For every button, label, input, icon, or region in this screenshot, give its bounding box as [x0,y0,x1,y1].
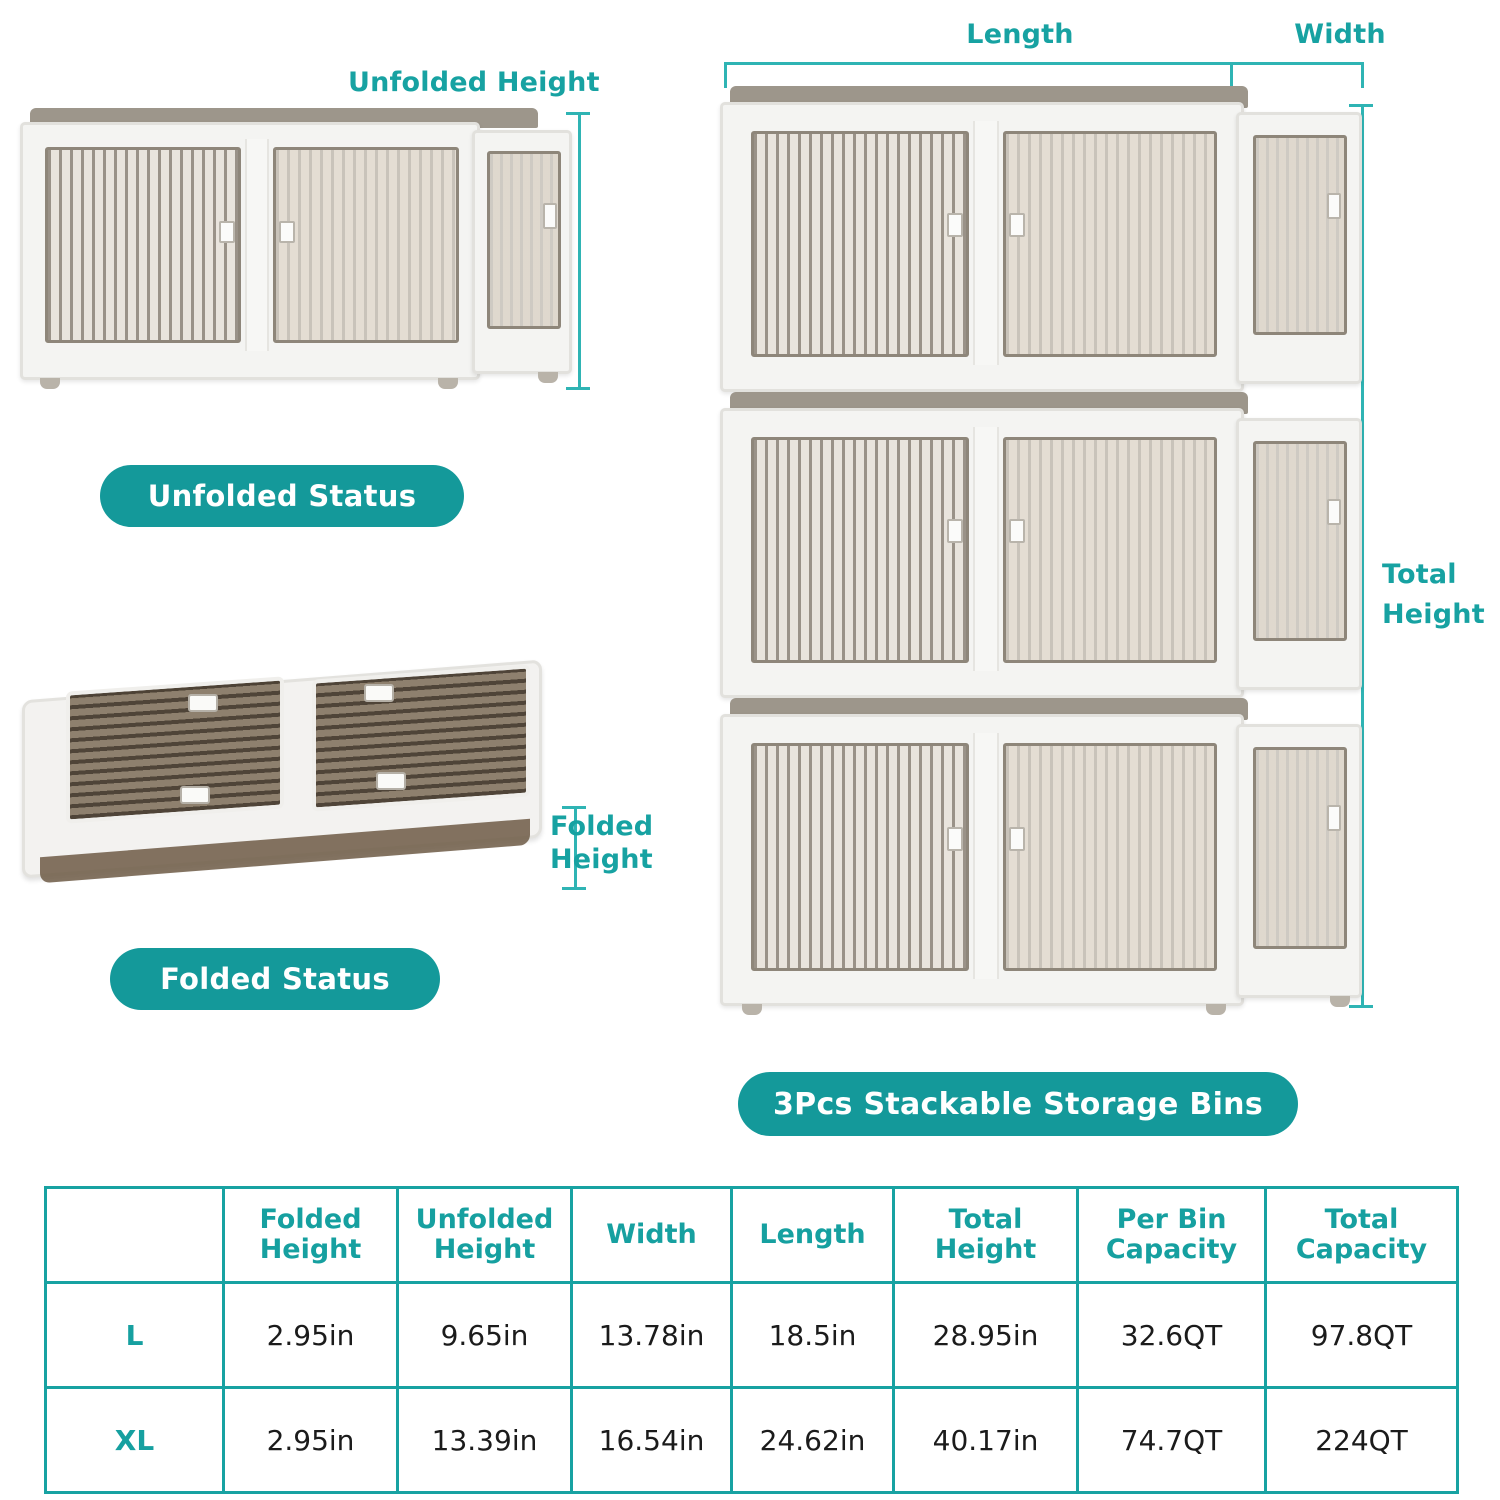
stacked-bin-top-mullion [973,121,999,365]
stacked-bin-middle [712,392,1372,712]
stacked-bin-middle-side-panel [1253,441,1347,641]
bin-side-panel [487,151,561,329]
header-line-2: Capacity [1105,1234,1238,1265]
stacked-bin-middle-latch-left [947,519,963,543]
stacked-bin-top-latch-left [947,213,963,237]
bin-latch-left [219,221,235,243]
stacked-bin-middle-latch-right [1009,519,1025,543]
stacked-bin-middle-front [720,408,1244,698]
header-line-1: Length [759,1219,866,1251]
folded-clip-left-bottom [180,786,210,804]
stacked-bin-top-front [720,102,1244,392]
table-header-width [572,1188,732,1283]
cell-total-height: 40.17in [894,1388,1078,1493]
length-label: Length [966,19,1074,50]
stacked-bin-bottom-side-panel [1253,747,1347,949]
table-header-unfolded-height [398,1188,572,1283]
cell-per-bin-capacity: 32.6QT [1078,1283,1266,1388]
header-line-2: Capacity [1295,1234,1428,1265]
table-header-total-height [894,1188,1078,1283]
folded-bin-illustration [16,660,556,900]
folded-height-label-line2: Height [550,844,653,875]
cell-unfolded-height: 13.39in [398,1388,572,1493]
folded-height-tick-top [562,806,586,809]
folded-panel-right [312,664,530,811]
header-line-2: Height [433,1234,536,1265]
bin-body-front [20,122,480,380]
width-tick-right [1361,62,1364,88]
bin-latch-right [279,221,295,243]
cell-length: 24.62in [732,1388,894,1493]
stacked-bin-top-door-left [751,131,969,357]
folded-clip-right-top [364,684,394,702]
cell-width: 16.54in [572,1388,732,1493]
stacked-bin-bottom-latch-right [1009,827,1025,851]
cell-length: 18.5in [732,1283,894,1388]
table-header-folded-height [224,1188,398,1283]
stacked-bin-middle-door-right [1003,437,1217,663]
stacked-bin-middle-side [1236,418,1362,690]
table-header-total-capacity [1266,1188,1458,1283]
table-row [46,1388,1458,1493]
folded-height-tick-bottom [562,887,586,890]
bin-center-mullion [245,139,269,351]
table-header-per-bin-capacity [1078,1188,1266,1283]
stacked-bin-top [712,86,1372,406]
stacked-bin-foot-right [1330,996,1350,1007]
header-line-1: Total [948,1204,1023,1236]
stacked-bin-bottom-door-left [751,743,969,971]
row-size-l: L [46,1283,224,1388]
header-line-2: Height [259,1234,362,1265]
cell-width: 13.78in [572,1283,732,1388]
stacked-bin-top-side-panel [1253,135,1347,335]
table-row [46,1283,1458,1388]
stacked-bin-top-side [1236,112,1362,384]
header-line-1: Folded [259,1204,362,1236]
bin-door-right [273,147,459,343]
unfolded-height-label: Unfolded Height [348,67,600,98]
stacked-bin-bottom [712,698,1372,1028]
cell-unfolded-height: 9.65in [398,1283,572,1388]
width-label: Width [1294,19,1386,50]
folded-clip-right-bottom [376,772,406,790]
bin-foot-right [538,372,558,383]
stacked-bin-middle-door-left [751,437,969,663]
total-height-label-line1: Total [1382,559,1457,590]
unfolded-status-pill: Unfolded Status [100,465,464,527]
stackable-bins-pill: 3Pcs Stackable Storage Bins [738,1072,1298,1136]
bin-foot-mid [438,378,458,389]
cell-total-height: 28.95in [894,1283,1078,1388]
cell-per-bin-capacity: 74.7QT [1078,1388,1266,1493]
bin-body-side [472,130,572,374]
cell-total-capacity: 224QT [1266,1388,1458,1493]
bin-side-latch [543,203,557,229]
stacked-bin-bottom-front [720,714,1244,1006]
spec-table [44,1186,1459,1494]
header-line-1: Per Bin [1116,1204,1227,1236]
stacked-bin-middle-side-latch [1327,499,1341,525]
cell-total-capacity: 97.8QT [1266,1283,1458,1388]
header-line-1: Total [1324,1204,1399,1236]
length-tick-right [1230,62,1233,88]
stacked-bin-foot-left [742,1004,762,1015]
stacked-bin-top-side-latch [1327,193,1341,219]
stacked-bin-foot-mid [1206,1004,1226,1015]
stacked-bin-bottom-door-right [1003,743,1217,971]
header-line-1: Unfolded [415,1204,554,1236]
folded-height-label-line1: Folded [550,811,654,842]
length-tick-left [724,62,727,88]
folded-panel-left [66,676,284,823]
stacked-bin-top-latch-right [1009,213,1025,237]
cell-folded-height: 2.95in [224,1283,398,1388]
stacked-bin-middle-mullion [973,427,999,671]
row-size-xl: XL [46,1388,224,1493]
bin-door-left [45,147,241,343]
unfolded-bin-illustration [14,108,574,394]
total-height-label-line2: Height [1382,599,1485,630]
table-header-length [732,1188,894,1283]
unfolded-height-measure-line [578,112,581,390]
stacked-bin-bottom-mullion [973,733,999,979]
width-measure-line [1232,62,1364,65]
folded-status-pill: Folded Status [110,948,440,1010]
stacked-bin-top-door-right [1003,131,1217,357]
stacked-bin-bottom-latch-left [947,827,963,851]
cell-folded-height: 2.95in [224,1388,398,1493]
stacked-bin-bottom-side-latch [1327,805,1341,831]
length-measure-line [724,62,1232,65]
header-line-2: Height [934,1234,1037,1265]
bin-foot-left [40,378,60,389]
stacked-bin-bottom-side [1236,724,1362,998]
folded-clip-left-top [188,694,218,712]
table-header-size [46,1188,224,1283]
table-header-row [46,1188,1458,1283]
header-line-1: Width [606,1219,697,1251]
